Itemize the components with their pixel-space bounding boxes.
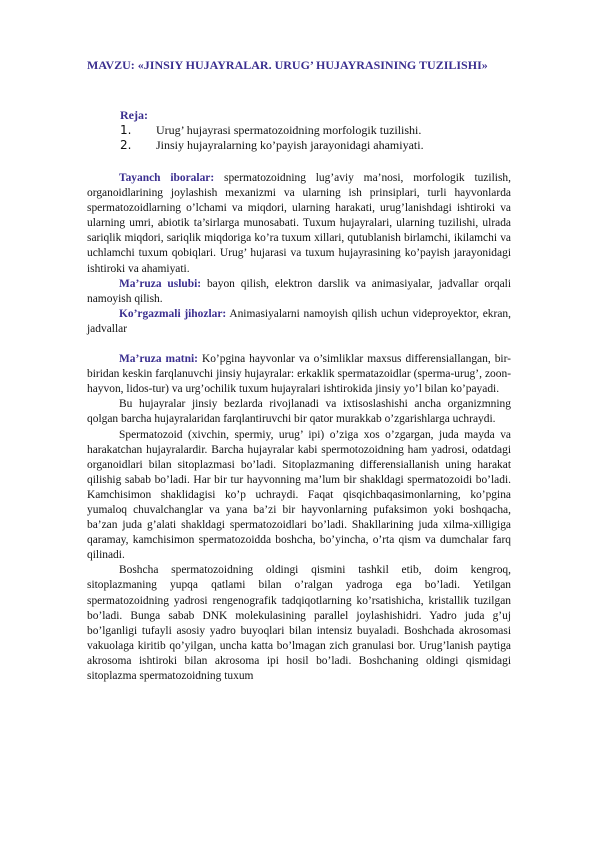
body-paragraph xyxy=(87,397,511,427)
paragraph-label: Ma’ruza matni: xyxy=(119,353,198,366)
equipment-paragraph xyxy=(87,307,511,337)
paragraph-text: Boshcha spermatozoidning oldingi qismini tashkil etib, doim kengroq, sitoplazmaning yupqa qatlami bilan o’ralgan yadroga ega bo’ladi. Yetilgan spermatozoidning yadrosi rengenografik tadqiqotlarning ko’rsatishicha, kristallik tuzilgan bo’ladi. Bunga sabab DNK molekulasining parallel joylashishidri. Yadro juda g’uj bo’lganligi tufayli asosiy yadro buyoqlari bilan intensiz buyaladi. Boshchada akrosomasi vakuolaga kiritib qo’yilgan, uncha katta bo’lmagan zich granulasi bor. Urug’lanish paytiga akrosoma ishtiroki bilan akrosoma ipi hosil bo’ladi. Boshchaning oldingi qismidagi sitoplazma spermatozoidning tuxum xyxy=(87,564,511,682)
paragraph-text: Spermatozoid (xivchin, spermiy, urug’ ipi) o’ziga xos o’zgargan, juda mayda va harakatchan hujayralardir. Barcha hujayralar kabi spermotozoidning ham yadrosi, odatdagi organoidlari bilan sitoplazmasi bo’ladi. Sitoplazmaning differensiallanish uning harakat qilishig sabab bo’ladi. Har bir tur hayvonning ma’lum bir shakldagi spermatozoidi bo’ladi. Kamchisimon shaklidagisi ko’p uchraydi. Faqat qisqichbaqasimonlarning, ko’pgina yumaloq chuvalchanglar va yana ba’zi bir hayvonlarning pufaksimon yoki boshqacha, ba’zan juda g’alati shakldagi spermatozoidlari bo’ladi. Shakllarining juda xilma-xilligiga qaramay, kamchisimon spermatozoidda boshcha, bo’yincha, o’rta qism va dumchalar farq qilinadi. xyxy=(87,428,511,562)
paragraph-label: Ma’ruza uslubi: xyxy=(119,277,202,290)
paragraph-label: Tayanch iboralar: xyxy=(119,172,215,184)
plan-item xyxy=(120,138,424,153)
paragraph-label: Ko’rgazmali jihozlar: xyxy=(119,307,227,320)
plan-heading: Reja: xyxy=(120,108,148,122)
paragraph-text: Ko’pgina hayvonlar va o’simliklar maxsus differensiallangan, bir-biridan keskin farqlanuvchi jinsiy hujayralar: erkaklik spermatazoidlar (sperma-urug’, zoon-hayvon, lidos-tur) va urg’ochilik tuxum hujayralari ishtirokida jinsiy yo’l bilan ko’payadi. xyxy=(87,353,511,396)
plan-item-number: 1. xyxy=(120,123,132,137)
paragraph-text: bayon qilish, elektron darslik va animasiyalar, jadvallar orqali namoyish qilish. xyxy=(87,277,511,305)
method-paragraph xyxy=(87,277,511,307)
plan-item-number: 2. xyxy=(120,138,132,152)
paragraph-text: Bu hujayralar jinsiy bezlarda rivojlanadi va ixtisoslashishi ancha organizmning qolgan barcha hujayralaridan farqlantiruvchi bir qator murakkab o’zgarishlarga uchraydi. xyxy=(87,398,511,426)
plan-item xyxy=(120,123,424,138)
page-title: MAVZU: «JINSIY HUJAYRALAR. URUG’ HUJAYRASINING TUZILISHI» xyxy=(87,58,488,72)
lecture-body xyxy=(87,171,511,684)
plan-item-text: Urug’ hujayrasi spermatozoidning morfologik tuzilishi. xyxy=(156,123,422,137)
keywords-paragraph xyxy=(87,171,511,277)
body-paragraph xyxy=(87,428,511,564)
lecture-text-paragraph xyxy=(87,352,511,397)
plan-section xyxy=(120,108,424,153)
paragraph-text: spermatozoidning lug’aviy ma’nosi, morfologik tuzilish, organoidlarining joylashish mexanizmi va ularning ish prinsiplari, turli hayvonlarda spermatozoidlarning o’lchami va miqdori, ularning harakati, urug’lanishdagi ishtiroki va ularning umri, abiotik ta’sirlarga munosabati. Tuxum hujayralari, ularning tuzilishi, ulrada sariqlik miqdori, sariqlik miqdoriga ko’ra tuxum xillari, qutublanish birlamchi, ikilamchi va uchlamchi tuxum qobiqlari. Urug’ hujarasi va tuxum hujayrasining ko’payish jarayonidagi ishtiroki va ahamiyati. xyxy=(87,172,511,275)
paragraph-text: Animasiyalarni namoyish qilish uchun videproyektor, ekran, jadvallar xyxy=(87,307,511,335)
plan-item-text: Jinsiy hujayralarning ko’payish jarayonidagi ahamiyati. xyxy=(156,138,424,152)
body-paragraph xyxy=(87,563,511,684)
